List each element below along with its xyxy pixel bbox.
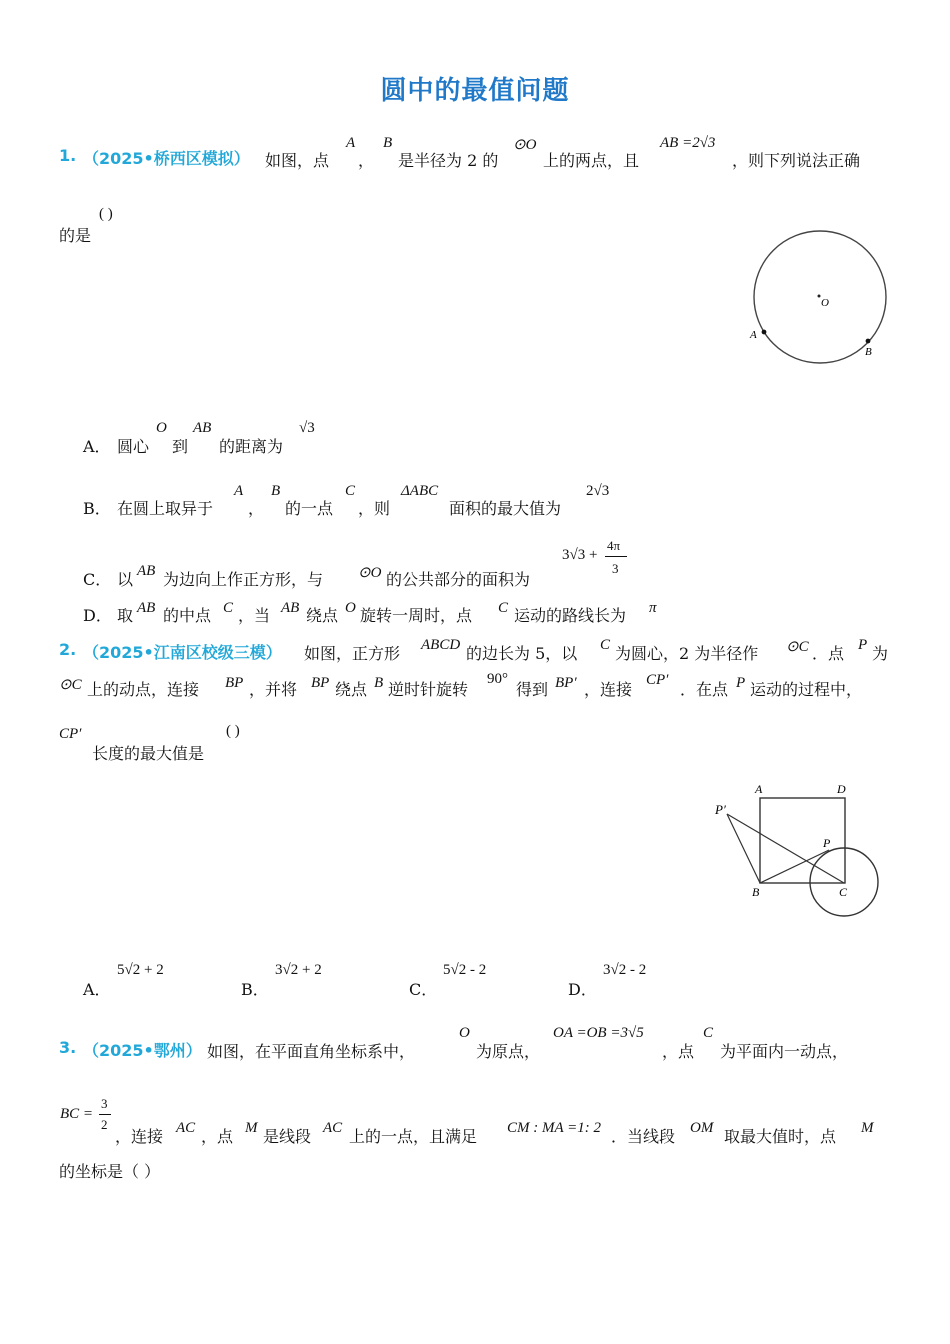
q1-option-b-text-4: 面积的最大值为 (449, 499, 562, 518)
q3-bc-fraction-num: 3 (101, 1096, 108, 1111)
q1-option-b-triangle: ΔABC (401, 483, 439, 499)
q1-option-d-text-5: 旋转一周时，点 (360, 606, 473, 625)
q2-option-d-value: 3√2 - 2 (603, 962, 647, 978)
q2-option-a-label: A． (83, 980, 111, 999)
q1-fig-label-a: A (750, 329, 757, 341)
page-title: 圆中的最值问题 (380, 76, 570, 106)
q3-l2-text-4: 上的一点，且满足 (349, 1127, 478, 1146)
q1-text-5: 的是 (59, 226, 92, 245)
q3-bc-fraction-den: 2 (101, 1117, 108, 1132)
q1-option-c-fraction-bar (605, 556, 627, 557)
q1-answer-paren: ( ) (99, 206, 113, 222)
q3-text-3: ，点 (662, 1042, 695, 1061)
q1-fig-label-b: B (865, 346, 872, 358)
q2-square-abcd: ABCD (421, 637, 461, 653)
q3-l2-text-1: ，连接 (115, 1127, 164, 1146)
q1-option-b-b: B (271, 483, 281, 499)
q1-option-c-circle-o: ⊙O (358, 565, 382, 581)
q3-l2-om: OM (690, 1120, 714, 1136)
q2-l2-point-p: P (736, 675, 746, 691)
q2-circle-c: ⊙C (786, 639, 809, 655)
q1-option-c-label: C． (83, 570, 112, 589)
q2-fig-label-b: B (752, 885, 760, 899)
q2-l3-text-1: 长度的最大值是 (92, 744, 205, 763)
q1-option-a-label: A． (83, 437, 111, 456)
q1-point-a-dot (762, 330, 767, 335)
q1-option-d-c: C (223, 600, 234, 616)
q2-l2-text-3: 绕点 (335, 680, 368, 699)
q3-bc-equation: BC = (60, 1106, 94, 1122)
q3-text-2: 为原点， (476, 1042, 541, 1061)
q2-l2-text-1: 上的动点，连接 (87, 680, 200, 699)
q3-l2-text-5: ．当线段 (611, 1127, 676, 1146)
q1-option-b-text-3: ，则 (358, 499, 391, 518)
q1-option-d-text-3: ，当 (238, 606, 271, 625)
q1-text-2: 是半径为 2 的 (398, 151, 499, 170)
q1-option-a-text-1: 圆心 (117, 437, 150, 456)
q3-l2-ac-2: AC (323, 1120, 343, 1136)
q2-l2-bp-2: BP (311, 675, 330, 691)
q2-fig-label-p: P (823, 836, 831, 850)
q2-l3-cp-prime: CP′ (59, 726, 82, 742)
q2-text-3: 为圆心，2 为半径作 (615, 644, 759, 663)
q2-option-c-label: C． (409, 980, 438, 999)
q1-option-a-value: √3 (299, 420, 315, 436)
q1-point-b-dot (866, 339, 871, 344)
q1-option-b-label: B． (83, 499, 111, 518)
q3-l3-text-1: 的坐标是（ ） (59, 1162, 161, 1181)
q2-point-p: P (858, 637, 868, 653)
q2-l2-text-6: ，连接 (584, 680, 633, 699)
q1-option-c-fraction-num: 4π (607, 538, 621, 553)
q3-point-o: O (459, 1025, 470, 1041)
q2-circle (810, 848, 878, 916)
q3-l2-point-m-2: M (861, 1120, 874, 1136)
q1-point-b: B (383, 135, 393, 151)
q1-option-a-text-2: 到 (172, 437, 189, 456)
q2-text-1: 如图，正方形 (304, 644, 401, 663)
q3-bc-fraction-bar (99, 1114, 111, 1115)
q2-text-5: 为 (872, 644, 889, 663)
q3-l2-point-m: M (245, 1120, 258, 1136)
q1-option-d-text-1: 取 (117, 606, 134, 625)
q2-fig-label-d: D (837, 782, 846, 796)
q2-text-4: ．点 (812, 644, 845, 663)
q1-comma: ， (358, 151, 375, 170)
q1-option-d-o: O (345, 600, 356, 616)
q1-option-a-o: O (156, 420, 167, 436)
q3-l2-ac: AC (176, 1120, 196, 1136)
q2-l2-bp-prime: BP′ (555, 675, 577, 691)
q2-l2-text-7: ．在点 (680, 680, 729, 699)
q3-l2-text-6: 取最大值时，点 (724, 1127, 837, 1146)
q1-option-b-text-1: 在圆上取异于 (117, 499, 214, 518)
q1-option-b-c: C (345, 483, 356, 499)
q1-circle-o: ⊙O (513, 137, 537, 153)
q1-text-1: 如图，点 (265, 151, 330, 170)
q2-option-b-value: 3√2 + 2 (275, 962, 322, 978)
q2-fig-label-c: C (839, 885, 848, 899)
q3-text-1: 如图，在平面直角坐标系中， (207, 1042, 416, 1061)
q1-ab-equation: AB =2√3 (660, 135, 716, 151)
q2-l2-text-8: 运动的过程中， (750, 680, 863, 699)
q2-fig-label-pprime: P′ (715, 802, 726, 817)
q2-l2-angle: 90° (487, 671, 508, 687)
q2-l2-text-4: 逆时针旋转 (388, 680, 469, 699)
q1-option-b-comma: ， (248, 499, 265, 518)
q1-fig-label-o: O (821, 297, 829, 309)
q1-option-d-c-2: C (498, 600, 509, 616)
q1-option-d-text-2: 的中点 (163, 606, 212, 625)
q2-line-b-p (760, 850, 829, 883)
q3-text-4: 为平面内一动点， (720, 1042, 849, 1061)
q1-circle-figure (740, 222, 900, 372)
q1-text-3: 上的两点，且 (543, 151, 640, 170)
q3-l2-ratio: CM : MA =1: 2 (507, 1120, 601, 1136)
q2-option-b-label: B． (241, 980, 269, 999)
q1-option-c-text-3: 的公共部分的面积为 (386, 570, 531, 589)
q1-text-4: ，则下列说法正确 (732, 151, 861, 170)
q3-oa-ob-equation: OA =OB =3√5 (553, 1025, 644, 1041)
q1-source: （2025•桥西区模拟） (83, 149, 250, 168)
q2-l2-text-2: ，并将 (249, 680, 298, 699)
q2-l2-text-5: 得到 (516, 680, 549, 699)
q1-option-c-text-2: 为边向上作正方形，与 (163, 570, 324, 589)
q1-option-d-ab-2: AB (281, 600, 300, 616)
q1-option-d-ab: AB (137, 600, 156, 616)
q2-option-d-label: D． (568, 980, 597, 999)
q3-l2-text-3: 是线段 (263, 1127, 312, 1146)
q1-option-d-value: π (649, 600, 657, 616)
q1-point-a: A (346, 135, 356, 151)
q1-option-c-ab: AB (137, 563, 156, 579)
q2-point-c: C (600, 637, 611, 653)
q2-option-c-value: 5√2 - 2 (443, 962, 487, 978)
q1-option-a-text-3: 的距离为 (219, 437, 284, 456)
q2-option-a-value: 5√2 + 2 (117, 962, 164, 978)
q3-point-c: C (703, 1025, 714, 1041)
q3-source: （2025•鄂州） (83, 1041, 202, 1060)
q2-l2-bp: BP (225, 675, 244, 691)
q1-option-a-ab: AB (193, 420, 212, 436)
q3-number: 3. (59, 1038, 77, 1057)
q1-option-c-fraction-den: 3 (612, 561, 619, 576)
q1-option-d-text-4: 绕点 (306, 606, 339, 625)
q1-option-c-value: 3√3 + (562, 547, 598, 563)
q3-l2-text-2: ，点 (201, 1127, 234, 1146)
q1-option-c-text-1: 以 (117, 570, 134, 589)
q1-option-b-value: 2√3 (586, 483, 610, 499)
q2-fig-label-a: A (755, 782, 763, 796)
q2-l2-cp-prime: CP′ (646, 672, 669, 688)
q2-text-2: 的边长为 5，以 (466, 644, 578, 663)
q1-option-d-label: D． (83, 606, 112, 625)
q2-l2-circle-c: ⊙C (59, 677, 82, 693)
q1-option-b-text-2: 的一点 (285, 499, 334, 518)
q2-number: 2. (59, 640, 77, 659)
q1-option-b-a: A (234, 483, 244, 499)
q2-l2-point-b: B (374, 675, 384, 691)
q1-option-d-text-6: 运动的路线长为 (514, 606, 627, 625)
q2-square-figure (705, 776, 890, 921)
q2-source: （2025•江南区校级三模） (83, 643, 282, 662)
q2-answer-paren: ( ) (226, 723, 240, 739)
q1-number: 1. (59, 146, 77, 165)
